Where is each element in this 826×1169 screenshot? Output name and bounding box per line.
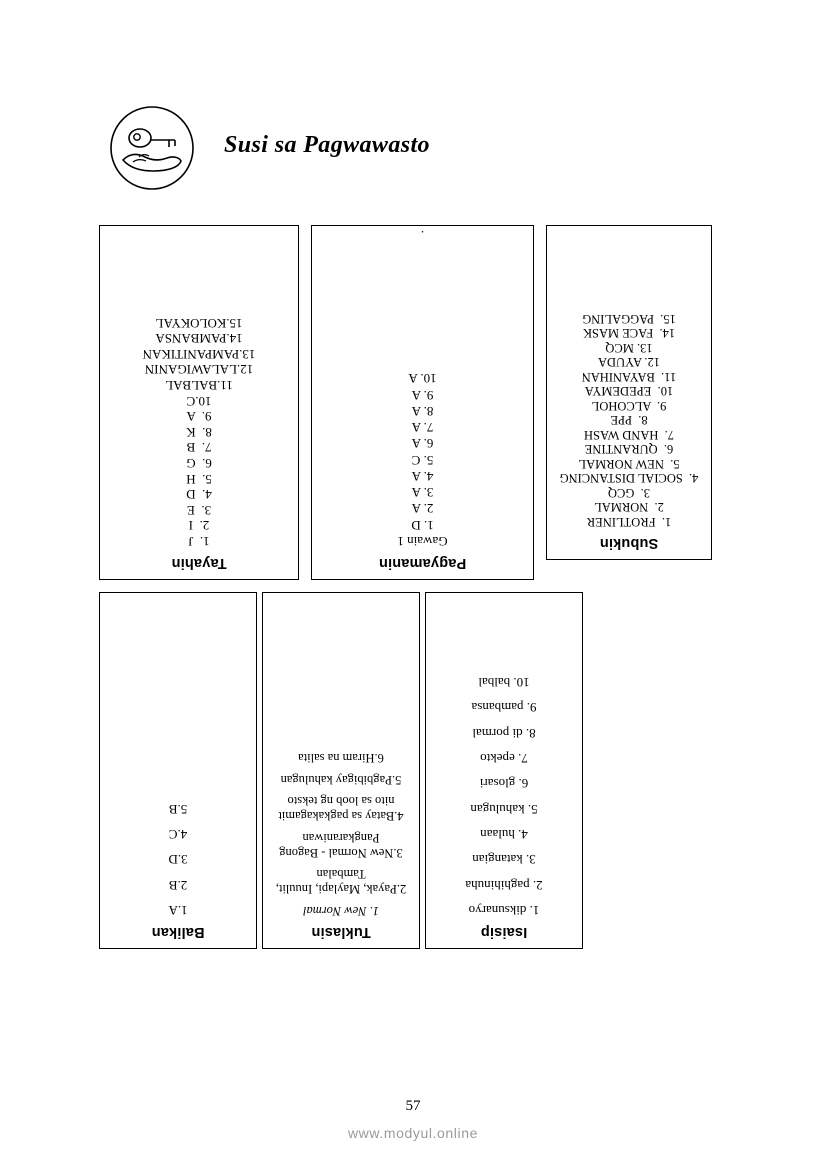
list-item: 15. PAGGALING <box>582 312 676 326</box>
list-item: 8. A <box>411 404 434 419</box>
box-title-tuklasin: Tuklasin <box>311 924 371 940</box>
list-item: 14. FACE MASK <box>582 326 676 341</box>
list-item: 5. NEW NORMAL <box>578 457 680 471</box>
list-item: 10. EPEDEMYA <box>584 384 674 399</box>
answer-box-pagyamanin <box>311 225 534 580</box>
box-title-subukin: Subukin <box>599 535 659 551</box>
list-item: 3. A <box>411 485 434 501</box>
list-item: 3.D <box>168 852 188 868</box>
list-item: 1. FROTLINER <box>586 515 672 529</box>
box-title-pagyamanin: Pagyamanin <box>378 555 467 571</box>
stray-dot-marker: . <box>420 228 425 244</box>
box-title-balikan: Balikan <box>151 924 205 940</box>
list-item: 4. A <box>411 469 434 484</box>
list-item: 13.PAMPANITIKAN <box>142 346 256 362</box>
page-title: Susi sa Pagwawasto <box>224 132 430 158</box>
list-item: 9. pambansa <box>471 700 537 716</box>
list-item: 2.B <box>168 877 188 893</box>
list-item: 6. A <box>411 436 434 452</box>
list-item: 12. AYUDA <box>597 355 661 370</box>
answer-list-balikan <box>110 791 246 918</box>
list-item: 5. C <box>411 452 434 468</box>
page-header <box>99 100 719 190</box>
list-item: 14.PAMBANSA <box>155 331 243 347</box>
list-item: 8. PPE <box>610 413 648 428</box>
list-item: 6. G <box>186 456 212 472</box>
list-item: 7. B <box>186 440 212 456</box>
list-item: 3.New Normal - Bagong Pangkaraniwan <box>276 831 403 860</box>
list-item: 1. D <box>411 517 434 533</box>
list-item: 7. HAND WASH <box>583 428 675 442</box>
list-item: 11.BALBAL <box>165 378 233 394</box>
list-item: 15.KOLOKYAL <box>155 315 243 331</box>
list-item: 4. SOCIAL DISTANCING <box>559 471 699 486</box>
list-item: 2. I <box>188 518 210 534</box>
list-item: 8. K <box>186 424 212 440</box>
answer-box-tuklasin <box>262 592 420 949</box>
list-item: 10. A <box>408 371 437 387</box>
list-item: 5.Pagbibigay kahulugan <box>280 772 402 787</box>
answer-box-subukin <box>546 225 712 560</box>
list-item: 4.Batay sa pagkakagamit nito sa loob ng teksto <box>275 794 404 824</box>
list-item: 4. D <box>186 487 212 503</box>
list-item: 7. epekto <box>480 751 528 767</box>
list-item: 9. ALCOHOL <box>591 399 667 413</box>
list-item: 9. A <box>411 387 434 403</box>
list-item: 3. katangian <box>472 852 536 868</box>
key-in-hand-icon <box>109 105 195 191</box>
list-item: 3. GCQ <box>607 486 651 500</box>
list-item: 2. A <box>411 501 434 517</box>
list-item: 12.LALAWIGANIN <box>144 362 254 378</box>
list-item: 2. paghihinuha <box>465 877 543 893</box>
answer-box-balikan <box>99 592 257 949</box>
list-item: 11. BAYANIHAN <box>581 370 677 384</box>
page-number: 57 <box>405 1098 421 1114</box>
list-item: 1. diksunaryo <box>468 903 540 918</box>
list-item: 5. H <box>186 471 212 487</box>
box-title-isaisip: Isaisip <box>480 924 528 940</box>
list-item: 2. NORMAL <box>594 500 664 515</box>
list-item: 1. New Normal <box>302 904 380 918</box>
watermark: www.modyul.online <box>347 1125 479 1141</box>
list-item: 5.B <box>168 801 188 817</box>
subhead-gawain: Gawain 1 <box>397 534 448 549</box>
list-item: 7. A <box>411 420 434 436</box>
answer-box-tayahin <box>99 225 299 580</box>
list-item: 3. E <box>186 502 212 518</box>
list-item: 9. A <box>186 409 212 425</box>
list-item: 13. MCQ <box>605 341 653 355</box>
answer-list-isaisip <box>436 665 572 918</box>
list-item: 4. hulaan <box>480 827 528 843</box>
answer-list-tuklasin <box>273 743 409 918</box>
list-item: 2.Payak, Maylapi, Inuulit, Tambalan <box>272 867 407 897</box>
list-item: 5. kahulugan <box>470 801 538 817</box>
box-title-tayahin: Tayahin <box>171 555 227 571</box>
list-item: 6. QURANTINE <box>584 442 674 457</box>
list-item: 10. balbal <box>478 675 530 691</box>
answer-box-isaisip <box>425 592 583 949</box>
list-item: 6.Hiram na salita <box>298 751 384 765</box>
answer-list-pagyamanin <box>322 370 523 549</box>
list-item: 10.C <box>186 393 212 409</box>
list-item: 4.C <box>168 827 188 843</box>
list-item: 8. di pormal <box>472 725 536 741</box>
answer-list-subukin <box>557 312 701 530</box>
list-item: 1. J <box>188 534 210 549</box>
list-item: 1.A <box>168 903 188 918</box>
answer-list-tayahin <box>110 315 288 549</box>
list-item: 6. glosari <box>479 776 529 792</box>
